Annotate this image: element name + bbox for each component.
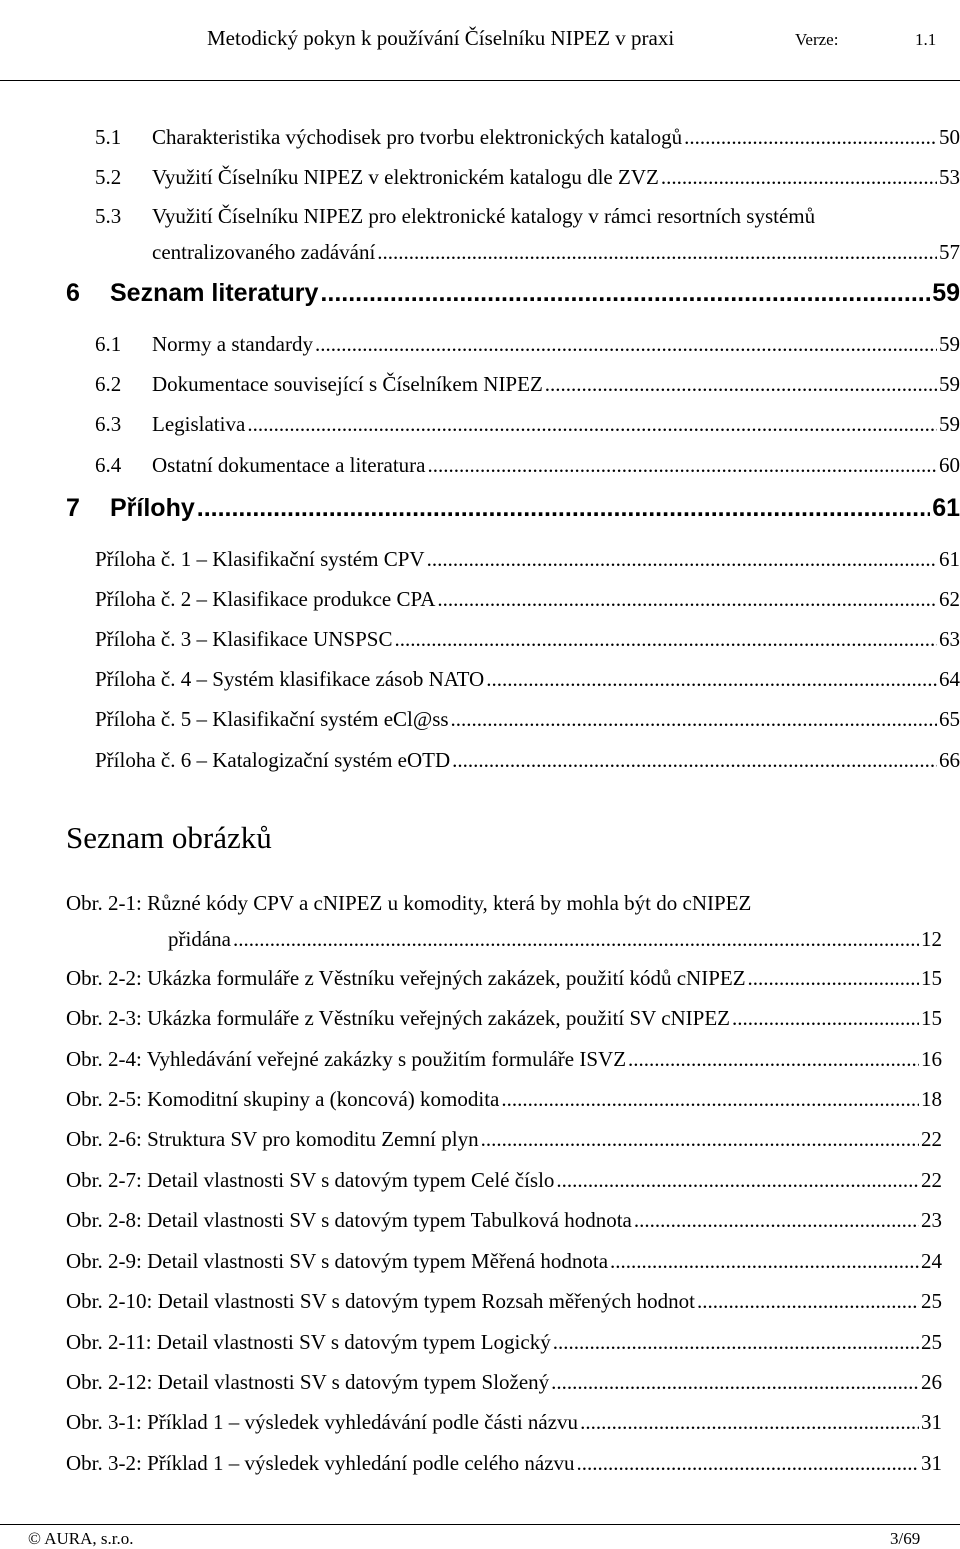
toc-leader [748,966,919,991]
toc-text: Příloha č. 2 – Klasifikace produkce CPA [95,587,436,611]
figure-page: 15 [921,966,942,990]
page-number: 3/69 [890,1529,921,1548]
toc-leader [427,547,937,572]
figure-page: 26 [921,1370,942,1394]
toc-leader [661,165,937,190]
figure-text: Obr. 2-7: Detail vlastnosti SV s datovým typem Celé číslo [66,1168,555,1192]
toc-leader [551,1370,919,1395]
toc-page: 66 [939,748,960,772]
toc-text: Ostatní dokumentace a literatura [152,453,426,477]
figure-page: 12 [921,927,942,951]
toc-text: Charakteristika východisek pro tvorbu elektronických katalogů [152,125,683,149]
toc-leader [732,1006,919,1031]
figure-entry-2-9[interactable] [66,1249,942,1274]
figure-entry-2-7[interactable] [66,1168,942,1193]
toc-leader [634,1208,919,1233]
toc-number: 6.2 [95,372,122,396]
version-label: Verze: [795,30,839,49]
toc-text: Přílohy [110,494,195,522]
toc-page: 59 [939,412,960,436]
toc-entry-6[interactable] [66,279,960,308]
toc-page: 57 [939,240,960,264]
toc-page: 61 [932,494,960,522]
figure-entry-2-1[interactable] [66,891,942,916]
toc-page: 64 [939,667,960,691]
figure-page: 22 [921,1168,942,1192]
toc-attachment-5[interactable] [95,707,960,732]
figure-entry-2-8[interactable] [66,1208,942,1233]
toc-text: Seznam literatury [110,279,319,307]
figure-text: Obr. 2-4: Vyhledávání veřejné zakázky s použitím formuláře ISVZ [66,1047,627,1071]
figure-page: 18 [921,1087,942,1111]
toc-text: Legislativa [152,412,246,436]
toc-leader [684,125,937,150]
figure-page: 25 [921,1330,942,1354]
toc-leader [233,927,919,952]
toc-leader [394,627,937,652]
toc-number: 5.2 [95,165,122,189]
toc-number: 6.3 [95,412,122,436]
toc-leader [377,240,937,265]
toc-leader [610,1249,919,1274]
figure-entry-2-11[interactable] [66,1330,942,1355]
toc-number: 7 [66,494,80,522]
toc-entry-6-4[interactable] [95,453,960,478]
figure-text: Obr. 2-11: Detail vlastnosti SV s datovým typem Logický [66,1330,551,1354]
toc-text: Příloha č. 1 – Klasifikační systém CPV [95,547,425,571]
toc-page: 61 [939,547,960,571]
toc-leader [553,1330,919,1355]
toc-text: Normy a standardy [152,332,313,356]
figure-text: Obr. 3-2: Příklad 1 – výsledek vyhledání podle celého názvu [66,1451,575,1475]
toc-number: 5.1 [95,125,122,149]
toc-entry-7[interactable] [66,494,960,523]
toc-entry-5-2[interactable] [95,165,960,190]
toc-entry-5-3[interactable] [95,204,960,229]
toc-text: centralizovaného zadávání [152,240,376,264]
toc-leader [697,1289,919,1314]
figure-text: Obr. 2-5: Komoditní skupiny a (koncová) komodita [66,1087,500,1111]
toc-page: 59 [939,332,960,356]
copyright-notice: © AURA, s.r.o. [28,1529,134,1548]
toc-number: 6 [66,279,80,307]
page-footer [0,1524,960,1548]
toc-leader [486,667,937,692]
toc-attachment-2[interactable] [95,587,960,612]
toc-page: 63 [939,627,960,651]
toc-attachment-1[interactable] [95,547,960,572]
figure-text: Obr. 2-9: Detail vlastnosti SV s datovým typem Měřená hodnota [66,1249,609,1273]
toc-page: 65 [939,707,960,731]
figure-entry-3-2[interactable] [66,1451,942,1476]
figures-heading: Seznam obrázků [66,820,272,855]
figure-page: 23 [921,1208,942,1232]
figure-text: Obr. 2-6: Struktura SV pro komoditu Zemní plyn [66,1127,479,1151]
toc-text: Využití Číselníku NIPEZ v elektronickém katalogu dle ZVZ [152,165,659,189]
toc-page: 53 [939,165,960,189]
version-value: 1.1 [915,30,937,49]
toc-leader [427,453,937,478]
figure-entry-2-2[interactable] [66,966,942,991]
figure-text: Obr. 2-2: Ukázka formuláře z Věstníku veřejných zakázek, použití kódů cNIPEZ [66,966,746,990]
toc-leader [315,332,937,357]
toc-page: 60 [939,453,960,477]
toc-entry-5-1[interactable] [95,125,960,150]
toc-attachment-6[interactable] [95,748,960,773]
toc-leader [501,1087,919,1112]
toc-page: 59 [932,279,960,307]
figure-entry-2-1-cont[interactable] [168,927,942,952]
toc-page: 50 [939,125,960,149]
toc-entry-5-3-cont[interactable] [152,240,960,265]
toc-leader [197,494,930,523]
figure-entry-3-1[interactable] [66,1410,942,1435]
figure-entry-2-6[interactable] [66,1127,942,1152]
toc-text: Příloha č. 6 – Katalogizační systém eOTD [95,748,451,772]
toc-page: 59 [939,372,960,396]
toc-text: Příloha č. 5 – Klasifikační systém eCl@ss [95,707,449,731]
figure-page: 24 [921,1249,942,1273]
toc-leader [451,707,937,732]
figure-entry-2-3[interactable] [66,1006,942,1031]
figure-page: 15 [921,1006,942,1030]
figure-entry-2-4[interactable] [66,1047,942,1072]
toc-number: 6.4 [95,453,122,477]
toc-text: Příloha č. 3 – Klasifikace UNSPSC [95,627,393,651]
figure-entry-2-12[interactable] [66,1370,942,1395]
toc-number: 6.1 [95,332,122,356]
toc-leader [628,1047,919,1072]
toc-leader [545,372,937,397]
figure-text: Obr. 2-10: Detail vlastnosti SV s datovým typem Rozsah měřených hodnot [66,1289,695,1313]
toc-text: Dokumentace související s Číselníkem NIPEZ [152,372,543,396]
toc-leader [556,1168,919,1193]
toc-leader [577,1451,919,1476]
toc-entry-6-1[interactable] [95,332,960,357]
toc-leader [320,279,930,308]
figure-page: 31 [921,1410,942,1434]
toc-attachment-4[interactable] [95,667,960,692]
toc-text: Příloha č. 4 – Systém klasifikace zásob NATO [95,667,485,691]
figure-page: 22 [921,1127,942,1151]
figure-text: Obr. 3-1: Příklad 1 – výsledek vyhledávání podle části názvu [66,1410,579,1434]
figure-text: přidána [168,927,231,951]
toc-leader [437,587,937,612]
figure-text: Obr. 2-8: Detail vlastnosti SV s datovým typem Tabulková hodnota [66,1208,632,1232]
toc-leader [580,1410,919,1435]
figure-page: 16 [921,1047,942,1071]
toc-number: 5.3 [95,204,122,228]
toc-leader [452,748,937,773]
document-title: Metodický pokyn k používání Číselníku NIPEZ v praxi [207,26,675,50]
toc-leader [247,412,937,437]
figure-page: 31 [921,1451,942,1475]
page-header [0,0,960,81]
figure-text: Obr. 2-3: Ukázka formuláře z Věstníku veřejných zakázek, použití SV cNIPEZ [66,1006,731,1030]
toc-attachment-3[interactable] [95,627,960,652]
toc-text: Využití Číselníku NIPEZ pro elektronické katalogy v rámci resortních systémů [152,204,816,228]
figure-entry-2-5[interactable] [66,1087,942,1112]
figure-text: Obr. 2-1: Různé kódy CPV a cNIPEZ u komodity, která by mohla být do cNIPEZ [66,891,752,915]
figure-entry-2-10[interactable] [66,1289,942,1314]
toc-page: 62 [939,587,960,611]
figure-page: 25 [921,1289,942,1313]
toc-leader [481,1127,919,1152]
toc-entry-6-3[interactable] [95,412,960,437]
figure-text: Obr. 2-12: Detail vlastnosti SV s datovým typem Složený [66,1370,550,1394]
toc-entry-6-2[interactable] [95,372,960,397]
